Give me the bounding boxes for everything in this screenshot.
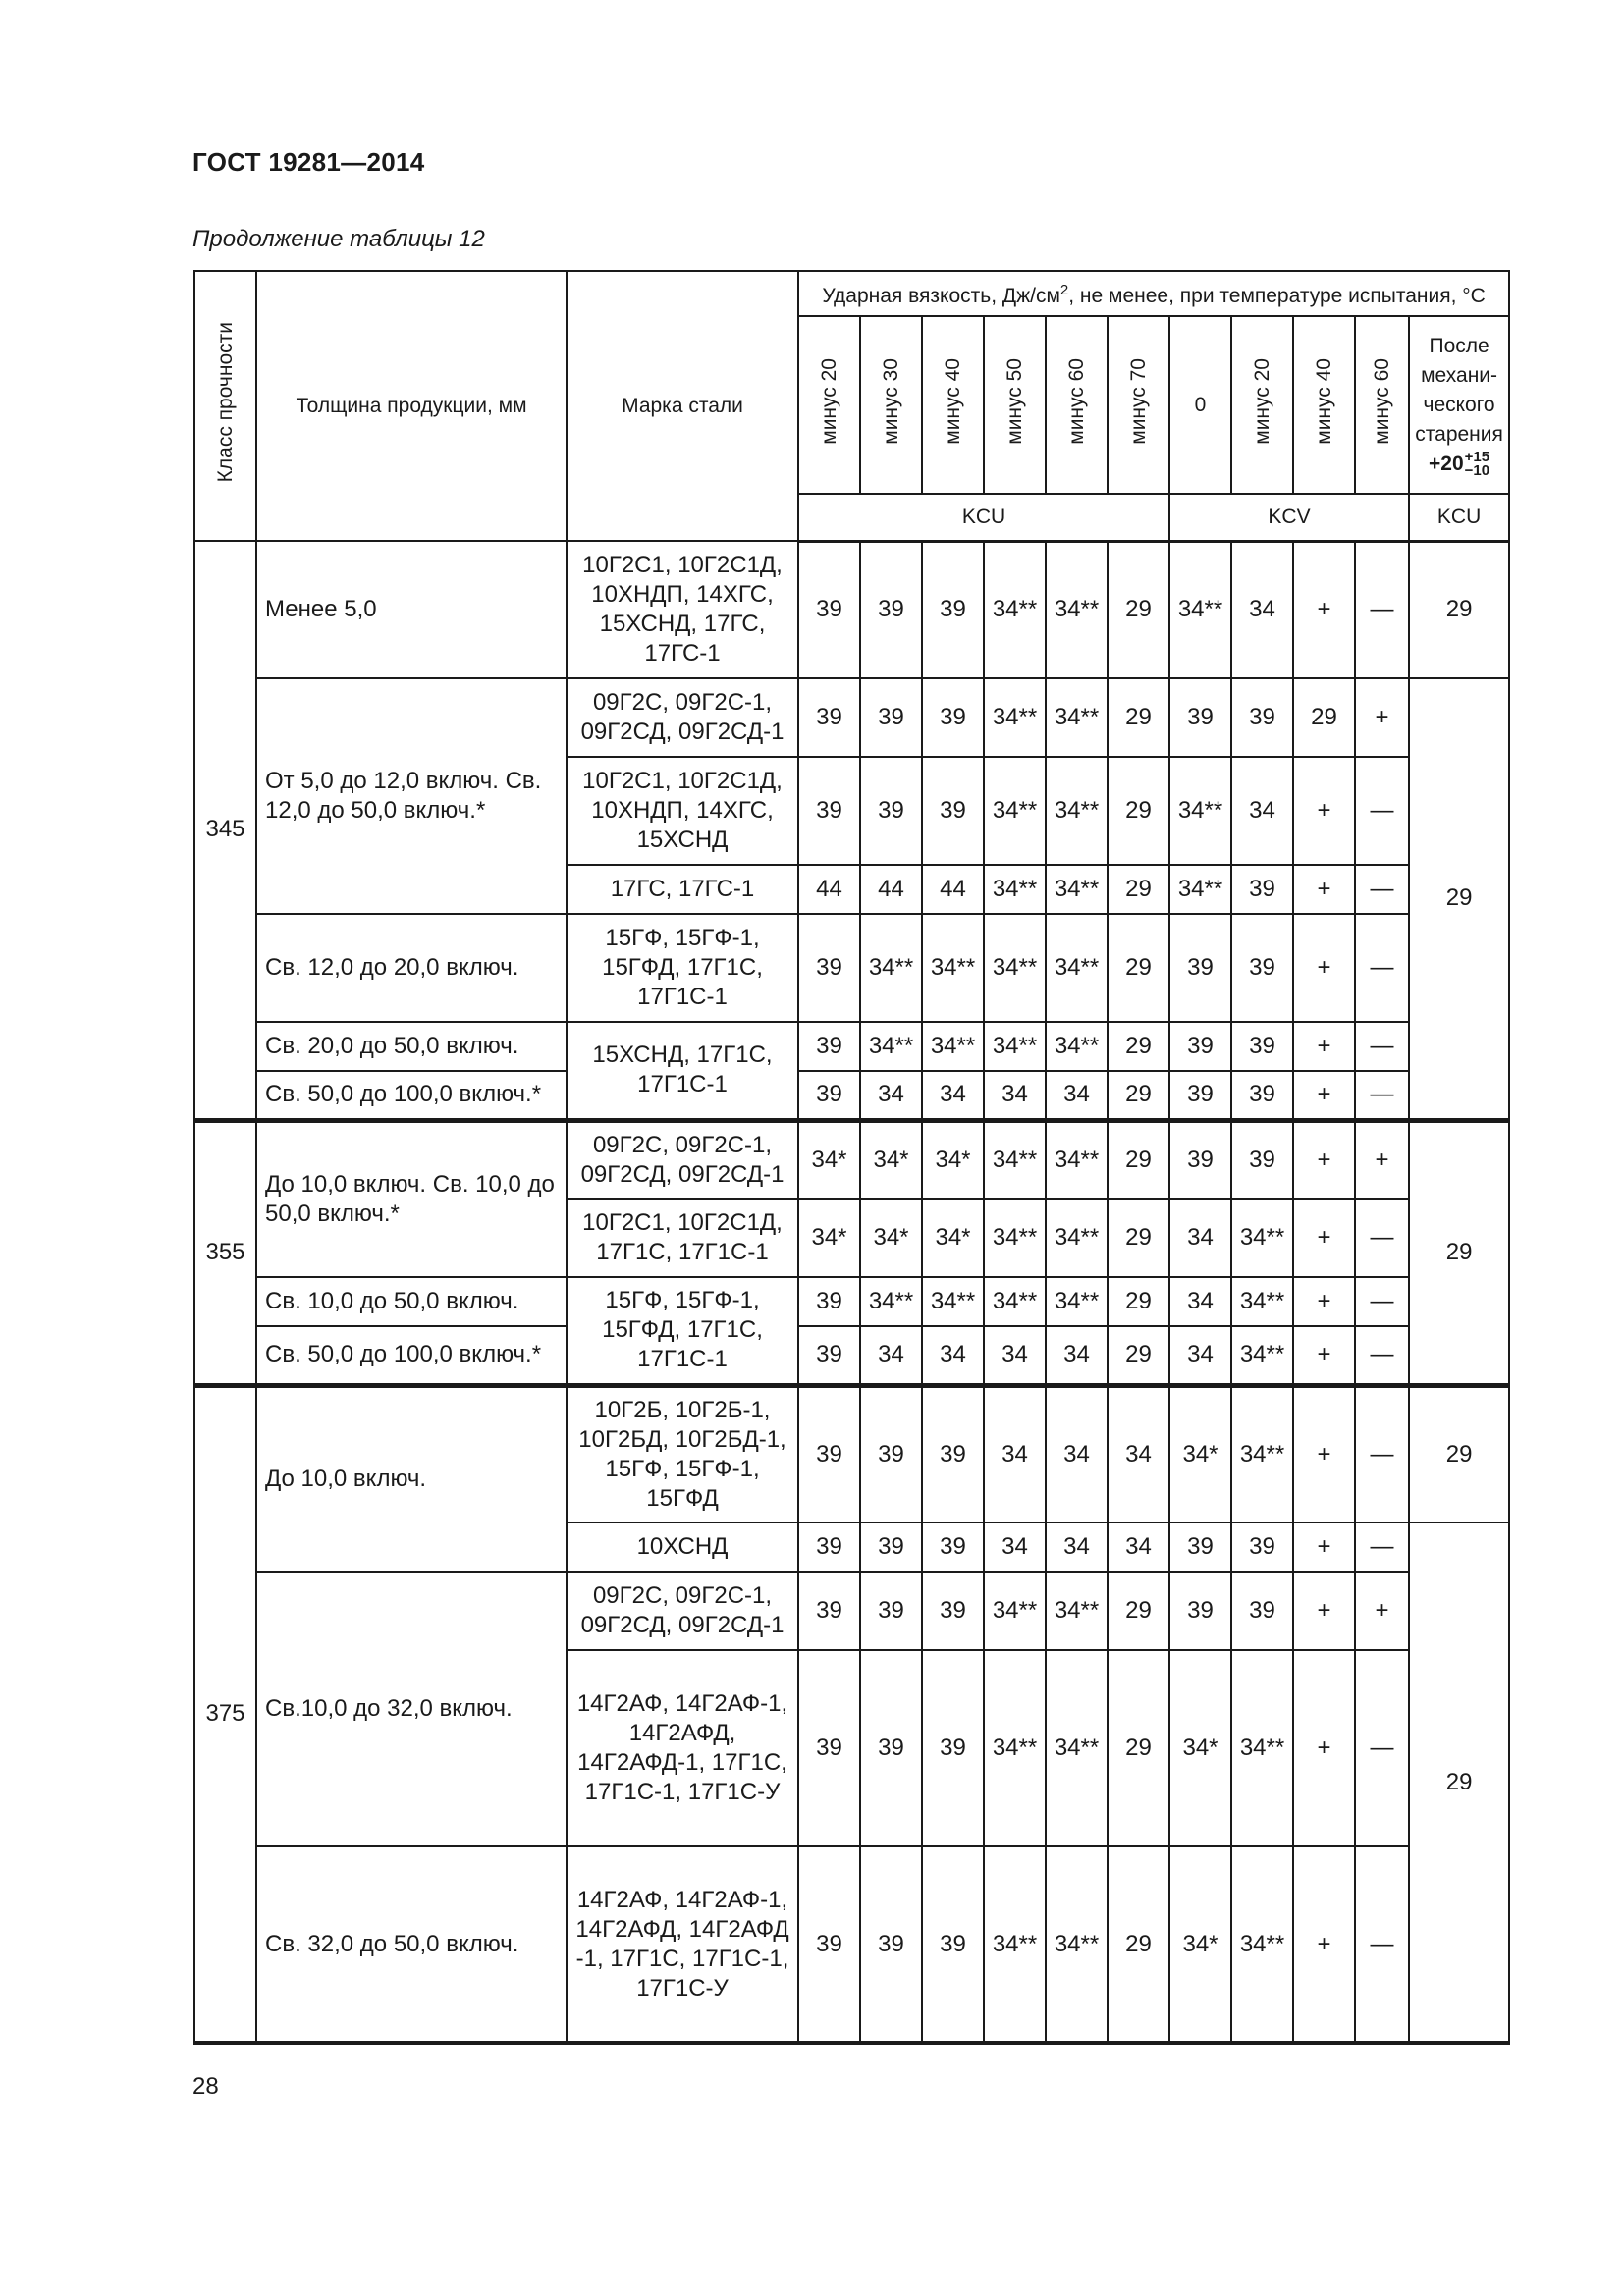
steel-grade-cell: 14Г2АФ, 14Г2АФ-1, 14Г2АФД, 14Г2АФД-1, 17Г1С, 17Г1С-1, 17Г1С-У xyxy=(567,1650,798,1846)
value-cell: 34** xyxy=(1046,541,1108,678)
value-cell: 39 xyxy=(798,914,860,1022)
header-after-aging: После механи- ческого старения +20 +15 −10 xyxy=(1409,316,1509,494)
value-cell: + xyxy=(1293,865,1355,914)
value-cell: — xyxy=(1355,914,1409,1022)
value-cell: + xyxy=(1355,678,1409,757)
value-cell: 34** xyxy=(984,757,1046,865)
value-cell: — xyxy=(1355,865,1409,914)
value-cell: 39 xyxy=(1169,678,1231,757)
value-cell: + xyxy=(1293,1022,1355,1071)
value-cell: 34** xyxy=(1046,1277,1108,1326)
value-cell: — xyxy=(1355,541,1409,678)
value-cell: 34* xyxy=(860,1199,922,1277)
value-cell: — xyxy=(1355,1385,1409,1522)
value-cell: + xyxy=(1355,1120,1409,1199)
value-cell: 34** xyxy=(1046,757,1108,865)
value-cell: 39 xyxy=(860,541,922,678)
value-cell: 34* xyxy=(922,1120,984,1199)
value-cell: 39 xyxy=(1169,914,1231,1022)
value-cell: + xyxy=(1293,1522,1355,1572)
steel-grade-cell: 15ГФ, 15ГФ-1, 15ГФД, 17Г1С, 17Г1С-1 xyxy=(567,1277,798,1385)
value-cell: 29 xyxy=(1108,865,1169,914)
value-cell: 39 xyxy=(1231,1522,1293,1572)
thickness-cell: От 5,0 до 12,0 включ. Св. 12,0 до 50,0 включ.* xyxy=(256,678,567,914)
value-cell: 34** xyxy=(1046,1022,1108,1071)
steel-grade-cell: 10Г2С1, 10Г2С1Д, 17Г1С, 17Г1С-1 xyxy=(567,1199,798,1277)
value-cell: 34 xyxy=(1231,541,1293,678)
value-cell: 39 xyxy=(1231,1572,1293,1650)
value-cell: 29 xyxy=(1108,757,1169,865)
value-cell: 34** xyxy=(1169,865,1231,914)
header-temp: минус 60 xyxy=(1046,316,1108,494)
value-cell: 39 xyxy=(922,1650,984,1846)
header-temp: минус 60 xyxy=(1355,316,1409,494)
value-cell: 39 xyxy=(1231,678,1293,757)
value-cell: + xyxy=(1293,1120,1355,1199)
value-cell: 34 xyxy=(984,1071,1046,1120)
header-kcv: KCV xyxy=(1169,494,1409,541)
value-cell: 34 xyxy=(860,1326,922,1385)
value-cell: 39 xyxy=(798,1572,860,1650)
value-cell: 34** xyxy=(1231,1199,1293,1277)
value-cell: + xyxy=(1293,1650,1355,1846)
value-cell: + xyxy=(1293,1071,1355,1120)
thickness-cell: Св.10,0 до 32,0 включ. xyxy=(256,1572,567,1846)
value-cell: 34** xyxy=(984,1650,1046,1846)
value-cell: + xyxy=(1355,1572,1409,1650)
value-cell: + xyxy=(1293,1846,1355,2043)
value-cell: 39 xyxy=(1231,1120,1293,1199)
value-cell: + xyxy=(1293,757,1355,865)
header-temp: минус 40 xyxy=(1293,316,1355,494)
value-cell: 44 xyxy=(922,865,984,914)
value-cell: 39 xyxy=(798,1846,860,2043)
value-cell: 34** xyxy=(922,1277,984,1326)
value-cell: 29 xyxy=(1108,1022,1169,1071)
value-cell: 34** xyxy=(1231,1650,1293,1846)
value-cell: 34** xyxy=(1169,757,1231,865)
value-cell: 34 xyxy=(860,1071,922,1120)
value-cell: — xyxy=(1355,1199,1409,1277)
value-cell: 34** xyxy=(1231,1277,1293,1326)
value-cell: — xyxy=(1355,1277,1409,1326)
value-cell: 39 xyxy=(860,1572,922,1650)
value-cell: 39 xyxy=(1231,1022,1293,1071)
value-cell: — xyxy=(1355,1650,1409,1846)
value-cell: 34 xyxy=(1169,1326,1231,1385)
value-cell: 39 xyxy=(798,1650,860,1846)
value-cell: 44 xyxy=(798,865,860,914)
steel-grade-cell: 15ГФ, 15ГФ-1, 15ГФД, 17Г1С, 17Г1С-1 xyxy=(567,914,798,1022)
after-aging-cell: 29 xyxy=(1409,1522,1509,2043)
value-cell: 34 xyxy=(1046,1326,1108,1385)
value-cell: 34* xyxy=(1169,1650,1231,1846)
header-kcu-after: KCU xyxy=(1409,494,1509,541)
steel-grade-cell: 09Г2С, 09Г2С-1, 09Г2СД, 09Г2СД-1 xyxy=(567,1120,798,1199)
value-cell: + xyxy=(1293,1385,1355,1522)
header-temp: 0 xyxy=(1169,316,1231,494)
value-cell: 34 xyxy=(984,1326,1046,1385)
after-aging-cell: 29 xyxy=(1409,1385,1509,1522)
steel-grade-cell: 10Г2С1, 10Г2С1Д, 10ХНДП, 14ХГС, 15ХСНД, 17ГС, 17ГС-1 xyxy=(567,541,798,678)
thickness-cell: До 10,0 включ. Св. 10,0 до 50,0 включ.* xyxy=(256,1120,567,1277)
thickness-cell: Св. 50,0 до 100,0 включ.* xyxy=(256,1326,567,1385)
value-cell: 39 xyxy=(798,757,860,865)
value-cell: 29 xyxy=(1108,1572,1169,1650)
value-cell: 44 xyxy=(860,865,922,914)
value-cell: 34** xyxy=(984,914,1046,1022)
after-aging-cell: 29 xyxy=(1409,678,1509,1120)
value-cell: 39 xyxy=(860,757,922,865)
value-cell: 34** xyxy=(1231,1846,1293,2043)
value-cell: 39 xyxy=(1169,1120,1231,1199)
value-cell: 39 xyxy=(1231,1071,1293,1120)
value-cell: 34* xyxy=(860,1120,922,1199)
value-cell: 34** xyxy=(1046,1846,1108,2043)
header-temp: минус 20 xyxy=(798,316,860,494)
value-cell: 39 xyxy=(860,678,922,757)
value-cell: 39 xyxy=(860,1650,922,1846)
value-cell: 39 xyxy=(922,678,984,757)
after-aging-cell: 29 xyxy=(1409,1120,1509,1385)
value-cell: 39 xyxy=(798,1326,860,1385)
value-cell: 34** xyxy=(1231,1385,1293,1522)
value-cell: + xyxy=(1293,1326,1355,1385)
strength-class-cell: 355 xyxy=(194,1120,256,1385)
header-strength-class: Класс прочности xyxy=(194,271,256,541)
value-cell: 39 xyxy=(922,1572,984,1650)
value-cell: 34 xyxy=(1108,1522,1169,1572)
value-cell: 39 xyxy=(922,1522,984,1572)
value-cell: 29 xyxy=(1108,1199,1169,1277)
value-cell: + xyxy=(1293,1277,1355,1326)
value-cell: — xyxy=(1355,1326,1409,1385)
value-cell: 39 xyxy=(1169,1572,1231,1650)
value-cell: 34** xyxy=(860,914,922,1022)
value-cell: + xyxy=(1293,914,1355,1022)
value-cell: 39 xyxy=(1231,865,1293,914)
value-cell: 34* xyxy=(922,1199,984,1277)
steel-grade-cell: 10ХСНД xyxy=(567,1522,798,1572)
value-cell: 39 xyxy=(798,1022,860,1071)
value-cell: 34 xyxy=(1169,1277,1231,1326)
value-cell: + xyxy=(1293,1572,1355,1650)
value-cell: 34** xyxy=(984,1120,1046,1199)
value-cell: 34** xyxy=(1046,1650,1108,1846)
value-cell: 29 xyxy=(1293,678,1355,757)
thickness-cell: Св. 50,0 до 100,0 включ.* xyxy=(256,1071,567,1120)
value-cell: 34** xyxy=(922,1022,984,1071)
value-cell: 34* xyxy=(798,1199,860,1277)
value-cell: 34** xyxy=(984,1199,1046,1277)
value-cell: 39 xyxy=(798,678,860,757)
value-cell: 34 xyxy=(1108,1385,1169,1522)
value-cell: — xyxy=(1355,1522,1409,1572)
value-cell: + xyxy=(1293,1199,1355,1277)
value-cell: 34** xyxy=(1046,1572,1108,1650)
strength-class-cell: 345 xyxy=(194,541,256,1120)
value-cell: 34 xyxy=(1046,1522,1108,1572)
value-cell: 34** xyxy=(1046,1120,1108,1199)
value-cell: 34** xyxy=(984,1277,1046,1326)
value-cell: — xyxy=(1355,1022,1409,1071)
thickness-cell: Св. 32,0 до 50,0 включ. xyxy=(256,1846,567,2043)
value-cell: 34 xyxy=(922,1326,984,1385)
page-number: 28 xyxy=(192,2073,219,2100)
value-cell: 34** xyxy=(1231,1326,1293,1385)
value-cell: 34 xyxy=(922,1071,984,1120)
value-cell: 34 xyxy=(1046,1071,1108,1120)
value-cell: 34** xyxy=(984,541,1046,678)
value-cell: 34* xyxy=(798,1120,860,1199)
value-cell: 34** xyxy=(860,1022,922,1071)
value-cell: 34** xyxy=(1169,541,1231,678)
value-cell: 34 xyxy=(984,1385,1046,1522)
value-cell: 34** xyxy=(860,1277,922,1326)
strength-class-cell: 375 xyxy=(194,1385,256,2043)
value-cell: 29 xyxy=(1108,1120,1169,1199)
thickness-cell: Св. 12,0 до 20,0 включ. xyxy=(256,914,567,1022)
value-cell: 39 xyxy=(798,1071,860,1120)
value-cell: 29 xyxy=(1108,914,1169,1022)
value-cell: + xyxy=(1293,541,1355,678)
thickness-cell: Св. 20,0 до 50,0 включ. xyxy=(256,1022,567,1071)
value-cell: 39 xyxy=(860,1522,922,1572)
value-cell: 34 xyxy=(984,1522,1046,1572)
header-impact-strength: Ударная вязкость, $Дж/см^2$, не менее, при температуре испытания, °С xyxy=(798,271,1509,316)
header-steel-grade: Марка стали xyxy=(567,271,798,541)
value-cell: 39 xyxy=(922,1846,984,2043)
header-temp: минус 50 xyxy=(984,316,1046,494)
value-cell: 34 xyxy=(1046,1385,1108,1522)
steel-grade-cell: 14Г2АФ, 14Г2АФ-1, 14Г2АФД, 14Г2АФД -1, 17Г1С, 17Г1С-1, 17Г1С-У xyxy=(567,1846,798,2043)
steel-grade-cell: 10Г2Б, 10Г2Б-1, 10Г2БД, 10Г2БД-1, 15ГФ, 15ГФ-1, 15ГФД xyxy=(567,1385,798,1522)
value-cell: 34 xyxy=(1169,1199,1231,1277)
steel-grade-cell: 15ХСНД, 17Г1С, 17Г1С-1 xyxy=(567,1022,798,1120)
value-cell: 39 xyxy=(798,541,860,678)
value-cell: 34** xyxy=(984,1846,1046,2043)
after-aging-cell: 29 xyxy=(1409,541,1509,678)
steel-grade-cell: 10Г2С1, 10Г2С1Д, 10ХНДП, 14ХГС, 15ХСНД xyxy=(567,757,798,865)
value-cell: 34* xyxy=(1169,1846,1231,2043)
value-cell: 29 xyxy=(1108,1326,1169,1385)
value-cell: 39 xyxy=(860,1846,922,2043)
value-cell: 39 xyxy=(922,541,984,678)
value-cell: — xyxy=(1355,1846,1409,2043)
value-cell: 39 xyxy=(1231,914,1293,1022)
value-cell: 29 xyxy=(1108,1650,1169,1846)
thickness-cell: До 10,0 включ. xyxy=(256,1385,567,1572)
value-cell: 29 xyxy=(1108,1846,1169,2043)
thickness-cell: Менее 5,0 xyxy=(256,541,567,678)
value-cell: 34** xyxy=(922,914,984,1022)
thickness-cell: Св. 10,0 до 50,0 включ. xyxy=(256,1277,567,1326)
document-title: ГОСТ 19281—2014 xyxy=(192,147,425,177)
table-caption: Продолжение таблицы 12 xyxy=(192,226,485,252)
value-cell: 39 xyxy=(1169,1522,1231,1572)
value-cell: 34 xyxy=(1231,757,1293,865)
value-cell: 29 xyxy=(1108,541,1169,678)
value-cell: 34** xyxy=(984,1022,1046,1071)
steel-grade-cell: 17ГС, 17ГС-1 xyxy=(567,865,798,914)
value-cell: 39 xyxy=(1169,1022,1231,1071)
value-cell: 34** xyxy=(984,1572,1046,1650)
value-cell: 39 xyxy=(798,1385,860,1522)
value-cell: 29 xyxy=(1108,1277,1169,1326)
header-thickness: Толщина продукции, мм xyxy=(256,271,567,541)
value-cell: 39 xyxy=(798,1522,860,1572)
value-cell: 34* xyxy=(1169,1385,1231,1522)
header-temp: минус 20 xyxy=(1231,316,1293,494)
value-cell: 34** xyxy=(984,865,1046,914)
value-cell: 39 xyxy=(798,1277,860,1326)
steel-grade-cell: 09Г2С, 09Г2С-1, 09Г2СД, 09Г2СД-1 xyxy=(567,678,798,757)
header-temp: минус 70 xyxy=(1108,316,1169,494)
value-cell: 39 xyxy=(922,1385,984,1522)
value-cell: 34** xyxy=(1046,678,1108,757)
value-cell: — xyxy=(1355,1071,1409,1120)
header-kcu: KCU xyxy=(798,494,1169,541)
value-cell: 39 xyxy=(1169,1071,1231,1120)
value-cell: 34** xyxy=(1046,914,1108,1022)
header-temp: минус 30 xyxy=(860,316,922,494)
value-cell: 34** xyxy=(1046,1199,1108,1277)
steel-grade-cell: 09Г2С, 09Г2С-1, 09Г2СД, 09Г2СД-1 xyxy=(567,1572,798,1650)
header-temp: минус 40 xyxy=(922,316,984,494)
value-cell: — xyxy=(1355,757,1409,865)
value-cell: 34** xyxy=(984,678,1046,757)
value-cell: 29 xyxy=(1108,1071,1169,1120)
value-cell: 39 xyxy=(860,1385,922,1522)
value-cell: 34** xyxy=(1046,865,1108,914)
impact-strength-table xyxy=(193,270,1510,2045)
value-cell: 39 xyxy=(922,757,984,865)
value-cell: 29 xyxy=(1108,678,1169,757)
